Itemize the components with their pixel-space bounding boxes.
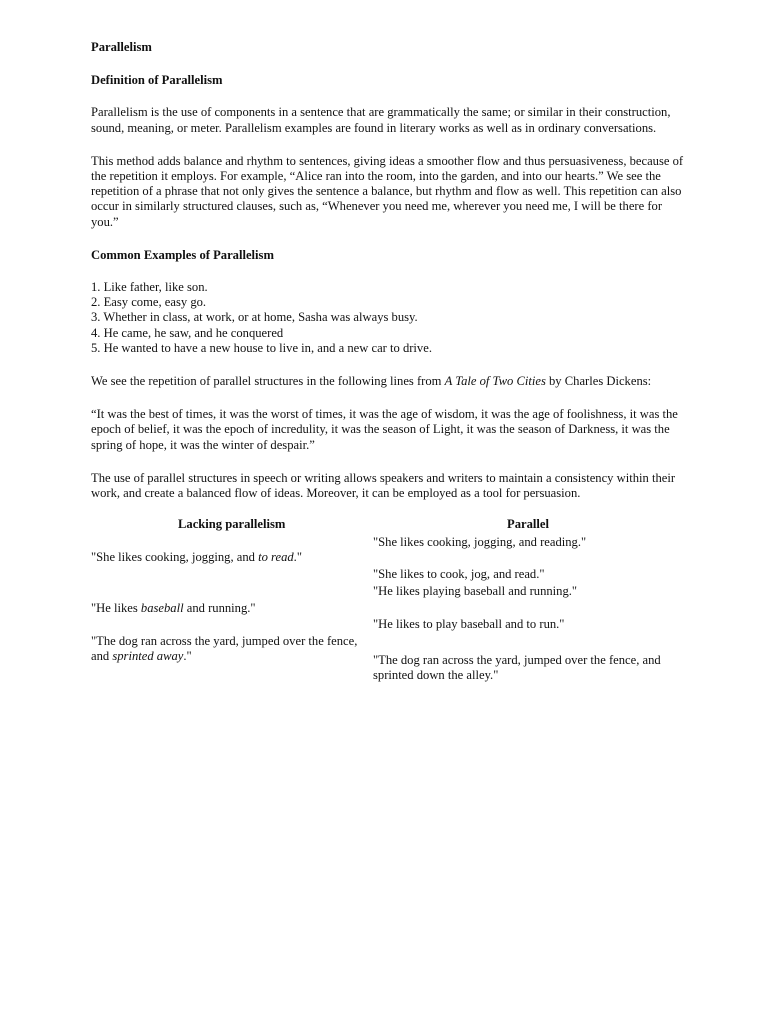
list-item: 2. Easy come, easy go. bbox=[91, 295, 207, 310]
lacking-example-3-text: "The dog ran across the yard, jumped over the fence, and bbox=[91, 634, 358, 664]
comparison-columns bbox=[91, 517, 681, 697]
parallel-example-2: "She likes to cook, jog, and read." bbox=[373, 567, 545, 581]
lacking-example-1-end: ." bbox=[293, 550, 302, 564]
lacking-example-1-text: "She likes cooking, jogging, and bbox=[91, 550, 259, 564]
lacking-example-1 bbox=[91, 550, 371, 565]
definition-heading: Definition of Parallelism bbox=[91, 73, 223, 88]
lacking-column bbox=[91, 517, 371, 664]
lacking-example-3-end: ." bbox=[183, 649, 192, 664]
lacking-example-2-italic: baseball bbox=[140, 601, 184, 615]
usage-paragraph: The use of parallel structures in speech or writing allows speakers and writers to maintain a consistency within their work, and create a balanced flow of ideas. Moreover, it can be employed as a tool for persuasion. bbox=[91, 470, 676, 501]
lacking-example-2 bbox=[91, 601, 371, 616]
lacking-heading: Lacking parallelism bbox=[178, 517, 286, 531]
list-item: 5. He wanted to have a new house to live in, and a new car to drive. bbox=[91, 340, 432, 355]
parallel-example-3: "He likes playing baseball and running." bbox=[373, 584, 578, 598]
lacking-example-2-text: "He likes bbox=[91, 601, 141, 615]
definition-paragraph: Parallelism is the use of components in a sentence that are grammatically the same; or similar in their construction, sound, meaning, or meter. Parallelism examples are found in literary works as well as in ordinary conversations. bbox=[91, 105, 671, 135]
method-paragraph: This method adds balance and rhythm to sentences, giving ideas a smoother flow and thus persuasiveness, because of the repetition it employs. For example, “Alice ran into the room, into the garden, and into our hearts.” We see the repetition of a phrase that not only gives the sentence a balance, but rhythm and flow as well. This repetition can also occur in similarly structured clauses, such as, “Whenever you need me, wherever you need me, I will be there for you.” bbox=[91, 153, 684, 229]
parallel-example-4: "He likes to play baseball and to run." bbox=[373, 617, 565, 631]
dickens-intro-after: by Charles Dickens: bbox=[545, 374, 652, 389]
document-title: Parallelism bbox=[91, 40, 152, 54]
lacking-example-3-italic: sprinted away bbox=[112, 649, 184, 664]
parallel-example-1: "She likes cooking, jogging, and reading." bbox=[373, 535, 587, 549]
book-title: A Tale of Two Cities bbox=[444, 374, 546, 389]
dickens-intro-before: We see the repetition of parallel structures in the following lines from bbox=[91, 374, 445, 389]
list-item: 3. Whether in class, at work, or at home, Sasha was always busy. bbox=[91, 310, 418, 325]
lacking-example-2-end: and running." bbox=[183, 601, 256, 615]
document-page bbox=[91, 40, 691, 519]
lacking-example-1-italic: to read bbox=[258, 550, 294, 564]
common-examples-heading: Common Examples of Parallelism bbox=[91, 247, 274, 262]
dickens-intro-paragraph bbox=[91, 374, 691, 389]
parallel-heading: Parallel bbox=[507, 517, 549, 531]
parallel-column bbox=[373, 517, 683, 683]
list-item: 4. He came, he saw, and he conquered bbox=[91, 325, 284, 340]
lacking-example-3 bbox=[91, 634, 371, 664]
dickens-quote: “It was the best of times, it was the worst of times, it was the age of wisdom, it was the age of foolishness, it was the epoch of belief, it was the epoch of incredulity, it was the season of Light, it was the season of Darkness, it was the spring of hope, it was the winter of despair.” bbox=[91, 407, 678, 452]
parallel-example-5: "The dog ran across the yard, jumped over the fence, and sprinted down the alley." bbox=[373, 653, 661, 683]
examples-list bbox=[91, 280, 691, 356]
list-item: 1. Like father, like son. bbox=[91, 280, 208, 295]
